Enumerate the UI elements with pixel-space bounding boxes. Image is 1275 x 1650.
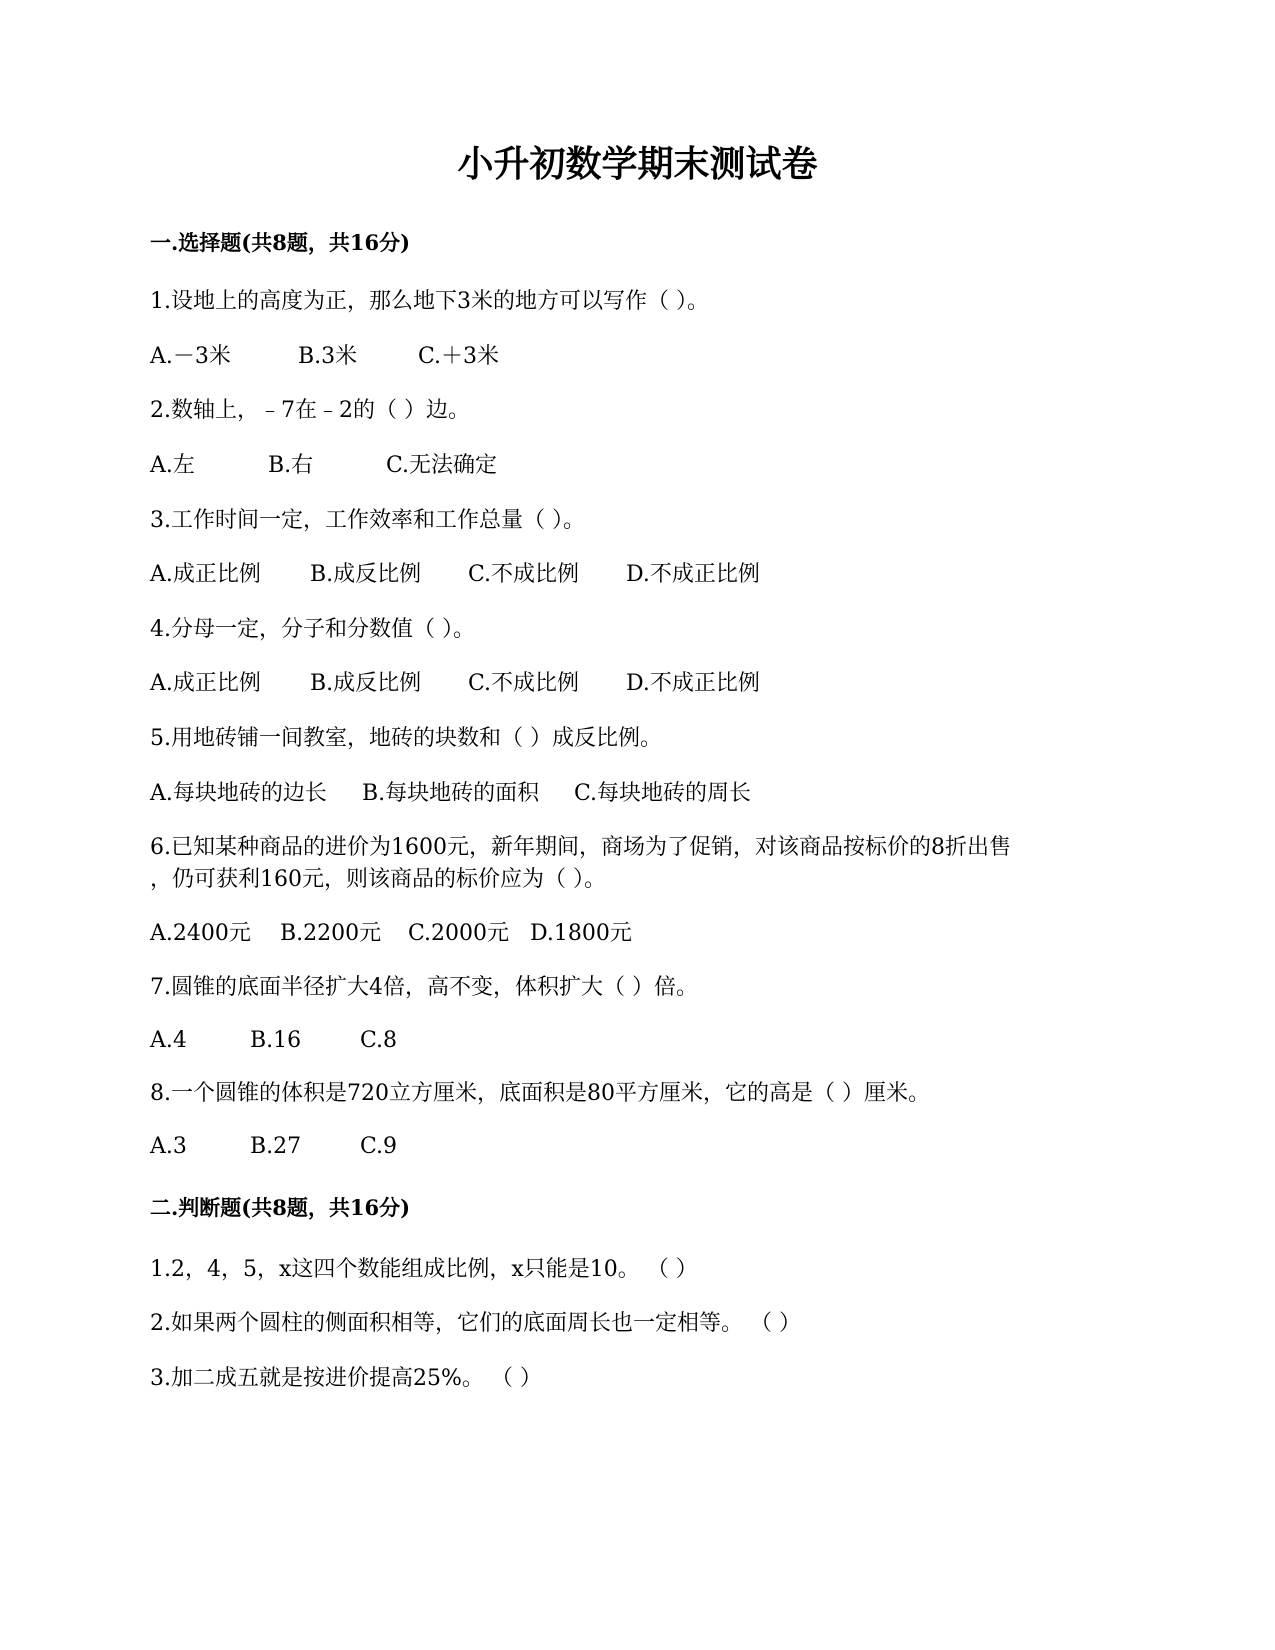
question-6-line-2: ，仍可获利160元，则该商品的标价应为（ ）。 [150, 867, 606, 892]
option-c: C.2000元 [408, 921, 510, 946]
option-c: C.8 [360, 1028, 398, 1053]
option-a: A.2400元 [150, 921, 251, 946]
question-5: 5.用地砖铺一间教室，地砖的块数和（ ）成反比例。 [150, 726, 662, 751]
judgement-question-3: 3.加二成五就是按进价提高25%。 （ ） [150, 1366, 542, 1391]
option-b: B.成反比例 [310, 671, 422, 696]
option-b: B.每块地砖的面积 [362, 781, 540, 806]
option-a: A.4 [150, 1028, 187, 1053]
option-b: B.27 [250, 1134, 302, 1159]
section-heading-judgement: 二.判断题(共8题，共16分) [150, 1195, 411, 1220]
question-6-line-1: 6.已知某种商品的进价为1600元，新年期间，商场为了促销，对该商品按标价的8折出售 [150, 835, 1011, 860]
option-a: A.成正比例 [150, 562, 261, 587]
option-b: B.2200元 [280, 921, 382, 946]
question-2: 2.数轴上，﹣7在﹣2的（ ）边。 [150, 398, 470, 423]
judgement-question-1: 1.2，4，5，x这四个数能组成比例，x只能是10。 （ ） [150, 1257, 698, 1282]
question-8: 8.一个圆锥的体积是720立方厘米，底面积是80平方厘米，它的高是（ ）厘米。 [150, 1081, 930, 1106]
option-c: C.每块地砖的周长 [574, 781, 752, 806]
option-a: A.左 [150, 453, 195, 478]
option-a: A.－3米 [150, 344, 231, 369]
option-d: D.不成正比例 [626, 671, 760, 696]
option-c: C.不成比例 [468, 562, 580, 587]
question-7: 7.圆锥的底面半径扩大4倍，高不变，体积扩大（ ）倍。 [150, 975, 698, 1000]
question-4: 4.分母一定，分子和分数值（ ）。 [150, 617, 475, 642]
judgement-question-2: 2.如果两个圆柱的侧面积相等，它们的底面周长也一定相等。 （ ） [150, 1311, 801, 1336]
option-b: B.3米 [298, 344, 358, 369]
section-heading-choice: 一.选择题(共8题，共16分) [150, 230, 411, 255]
option-c: C.无法确定 [386, 453, 498, 478]
option-a: A.成正比例 [150, 671, 261, 696]
question-1: 1.设地上的高度为正，那么地下3米的地方可以写作（ ）。 [150, 289, 709, 314]
option-d: D.不成正比例 [626, 562, 760, 587]
option-d: D.1800元 [530, 921, 632, 946]
question-3: 3.工作时间一定，工作效率和工作总量（ ）。 [150, 508, 585, 533]
page-title: 小升初数学期末测试卷 [457, 143, 818, 185]
option-b: B.右 [268, 453, 314, 478]
option-c: C.不成比例 [468, 671, 580, 696]
option-b: B.16 [250, 1028, 302, 1053]
option-b: B.成反比例 [310, 562, 422, 587]
option-c: C.＋3米 [418, 344, 500, 369]
option-a: A.3 [150, 1134, 187, 1159]
option-a: A.每块地砖的边长 [150, 781, 327, 806]
option-c: C.9 [360, 1134, 398, 1159]
